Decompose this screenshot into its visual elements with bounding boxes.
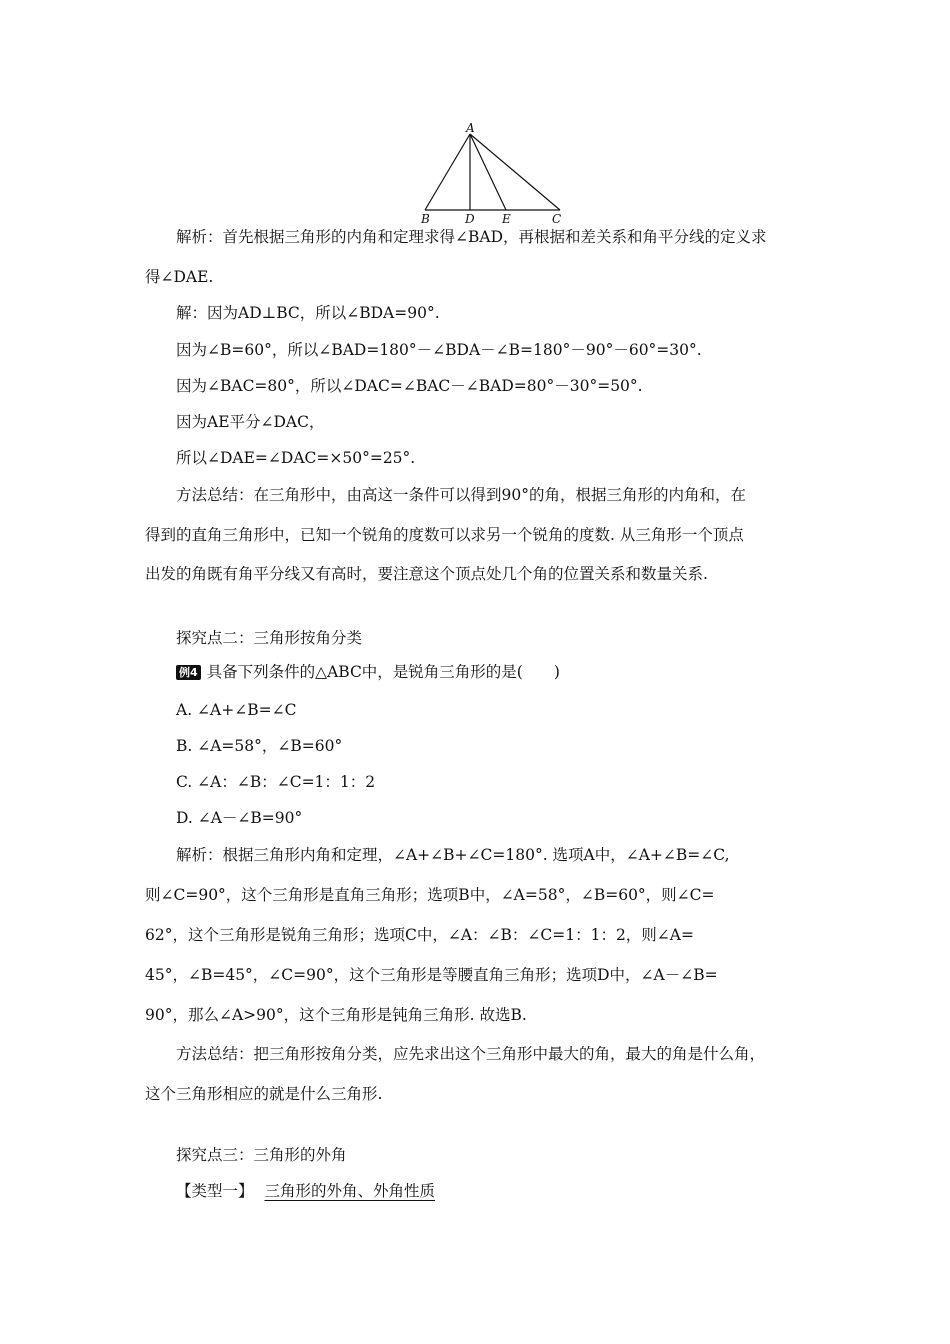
summary2-line-2: 这个三角形相应的就是什么三角形. bbox=[145, 1085, 383, 1103]
label-d: D bbox=[465, 212, 475, 226]
example-4-text: 具备下列条件的△ABC中，是锐角三角形的是( ) bbox=[206, 663, 560, 681]
section-title-2: 探究点二：三角形按角分类 bbox=[176, 629, 363, 647]
label-c: C bbox=[552, 212, 562, 226]
summary2-line-1: 方法总结：把三角形按角分类，应先求出这个三角形中最大的角，最大的角是什么角， bbox=[176, 1045, 766, 1063]
segment-ab bbox=[425, 134, 470, 210]
solution-line-1: 解：因为AD⊥BC，所以∠BDA=90°. bbox=[176, 304, 440, 322]
segment-ac bbox=[470, 134, 560, 210]
segment-ae bbox=[470, 134, 506, 210]
label-e: E bbox=[502, 212, 511, 226]
solution-line-2: 因为∠B=60°，所以∠BAD=180°－∠BDA－∠B=180°－90°－60°=30°. bbox=[176, 341, 702, 359]
analysis-line-2: 得∠DAE. bbox=[145, 268, 214, 286]
option-a: A. ∠A+∠B=∠C bbox=[176, 701, 297, 719]
analysis2-line-1: 解析：根据三角形内角和定理，∠A+∠B+∠C=180°. 选项A中，∠A+∠B=∠C, bbox=[176, 846, 730, 864]
option-b: B. ∠A=58°，∠B=60° bbox=[176, 737, 343, 755]
analysis2-line-3: 62°，这个三角形是锐角三角形；选项C中，∠A：∠B：∠C=1：1：2，则∠A= bbox=[145, 926, 694, 944]
analysis2-line-2: 则∠C=90°，这个三角形是直角三角形；选项B中，∠A=58°，∠B=60°，则∠C= bbox=[145, 886, 715, 904]
analysis2-line-4: 45°，∠B=45°，∠C=90°，这个三角形是等腰直角三角形；选项D中，∠A－∠B= bbox=[145, 966, 718, 984]
type-one-heading bbox=[176, 1181, 435, 1201]
solution-line-5: 所以∠DAE=∠DAC=×50°=25°. bbox=[176, 449, 416, 467]
triangle-figure bbox=[418, 122, 568, 228]
label-b: B bbox=[421, 212, 430, 226]
example-4-question bbox=[176, 662, 560, 682]
type-one-title: 三角形的外角、外角性质 bbox=[264, 1182, 435, 1200]
analysis2-line-5: 90°，那么∠A>90°，这个三角形是钝角三角形. 故选B. bbox=[145, 1006, 527, 1024]
solution-line-3: 因为∠BAC=80°，所以∠DAC=∠BAC－∠BAD=80°－30°=50°. bbox=[176, 377, 643, 395]
summary-line-2: 得到的直角三角形中，已知一个锐角的度数可以求另一个锐角的度数. 从三角形一个顶点 bbox=[145, 526, 744, 544]
summary-line-1: 方法总结：在三角形中，由高这一条件可以得到90°的角，根据三角形的内角和，在 bbox=[176, 486, 746, 504]
option-d: D. ∠A－∠B=90° bbox=[176, 809, 303, 827]
analysis-line-1: 解析：首先根据三角形的内角和定理求得∠BAD，再根据和差关系和角平分线的定义求 bbox=[176, 228, 767, 246]
section-title-3: 探究点三：三角形的外角 bbox=[176, 1146, 347, 1164]
solution-line-4: 因为AE平分∠DAC， bbox=[176, 413, 325, 431]
type-one-label: 【类型一】 bbox=[176, 1182, 254, 1200]
label-a: A bbox=[466, 122, 475, 135]
example-badge: 例4 bbox=[176, 665, 201, 680]
option-c: C. ∠A：∠B：∠C=1：1：2 bbox=[176, 773, 376, 791]
summary-line-3: 出发的角既有角平分线又有高时，要注意这个顶点处几个角的位置关系和数量关系. bbox=[145, 565, 708, 583]
